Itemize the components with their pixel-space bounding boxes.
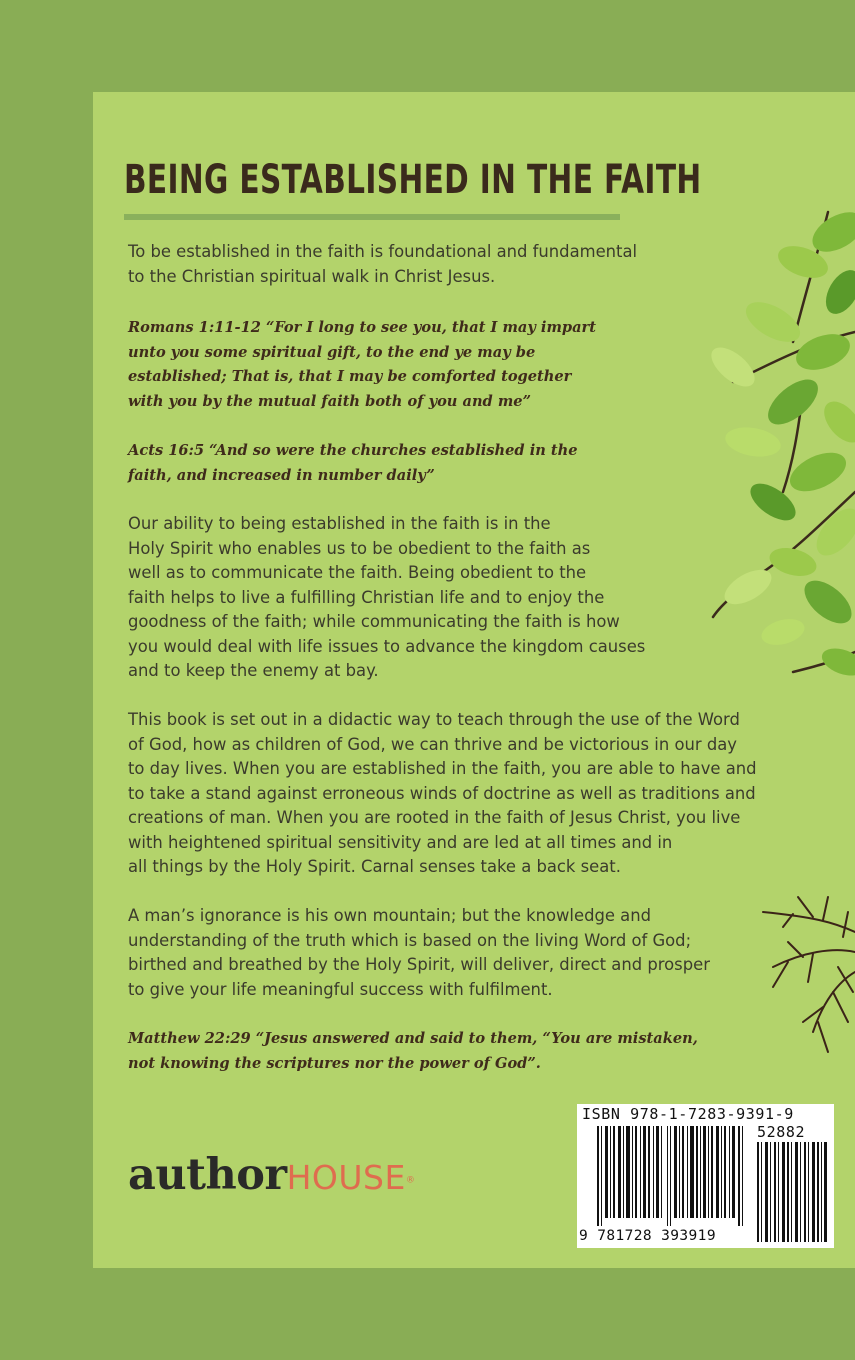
body-line: you would deal with life issues to advance the kingdom causes [128,636,646,656]
body-line: to give your life meaningful success with fulfilment. [128,979,553,999]
quote-line: Acts 16:5 “And so were the churches established in the [128,442,578,459]
intro-paragraph [128,240,637,289]
green-leaves-branch-art [653,192,855,692]
back-cover-panel [93,92,855,1268]
quote-line: not knowing the scriptures nor the power of God”. [128,1054,541,1072]
quote-line: established; That is, that I may be comforted together [128,368,572,385]
scripture-quote-romans [128,316,596,414]
quote-line: Romans 1:11-12 “For I long to see you, that I may impart [128,319,596,336]
quote-line: faith, and increased in number daily” [128,466,435,484]
body-line: with heightened spiritual sensitivity and are led at all times and in [128,832,673,852]
price-addon-number: 52882 [757,1123,806,1141]
quote-line: unto you some spiritual gift, to the end ye may be [128,343,536,361]
body-line: faith helps to live a fulfilling Christian life and to enjoy the [128,587,605,607]
quote-line: with you by the mutual faith both of you and me” [128,392,531,410]
body-paragraph-2 [128,708,757,880]
intro-line: to the Christian spiritual walk in Christ Jesus. [128,266,496,286]
bare-branch-art [753,872,855,1072]
ean-number: 9 781728 393919 [579,1228,716,1244]
barcode-graphic [597,1126,747,1226]
body-line: of God, how as children of God, we can thrive and be victorious in our day [128,734,737,754]
logo-house: HOUSE [286,1158,406,1197]
body-line: Holy Spirit who enables us to be obedient to the faith as [128,538,591,558]
logo-registered-mark: ® [405,1175,415,1186]
body-line: Our ability to being established in the faith is in the [128,514,551,533]
body-paragraph-1 [128,512,645,684]
body-line: to day lives. When you are established in the faith, you are able to have and [128,759,757,778]
isbn-barcode [577,1104,834,1248]
book-title: BEING ESTABLISHED IN THE FAITH [124,157,702,203]
intro-line: To be established in the faith is foundational and fundamental [128,242,638,261]
logo-author: author [128,1150,287,1200]
body-line: and to keep the enemy at bay. [128,661,379,680]
body-line: birthed and breathed by the Holy Spirit, will deliver, direct and prosper [128,955,710,974]
isbn-number: ISBN 978-1-7283-9391-9 [582,1105,794,1123]
body-line: to take a stand against erroneous winds of doctrine as well as traditions and [128,783,756,803]
quote-line: Matthew 22:29 “Jesus answered and said to them, “You are mistaken, [128,1030,698,1047]
body-line: This book is set out in a didactic way to teach through the use of the Word [128,710,740,729]
scripture-quote-matthew [128,1027,698,1076]
scripture-quote-acts [128,439,578,488]
body-line: A man’s ignorance is his own mountain; but the knowledge and [128,906,652,925]
body-line: creations of man. When you are rooted in the faith of Jesus Christ, you live [128,808,741,827]
body-line: understanding of the truth which is based on the living Word of God; [128,930,692,950]
body-line: goodness of the faith; while communicating the faith is how [128,612,620,631]
body-paragraph-3 [128,904,710,1002]
body-line: well as to communicate the faith. Being obedient to the [128,563,587,582]
addon-barcode-graphic [757,1142,829,1242]
title-underline [124,214,620,220]
body-line: all things by the Holy Spirit. Carnal senses take a back seat. [128,857,621,876]
publisher-logo [128,1150,415,1200]
